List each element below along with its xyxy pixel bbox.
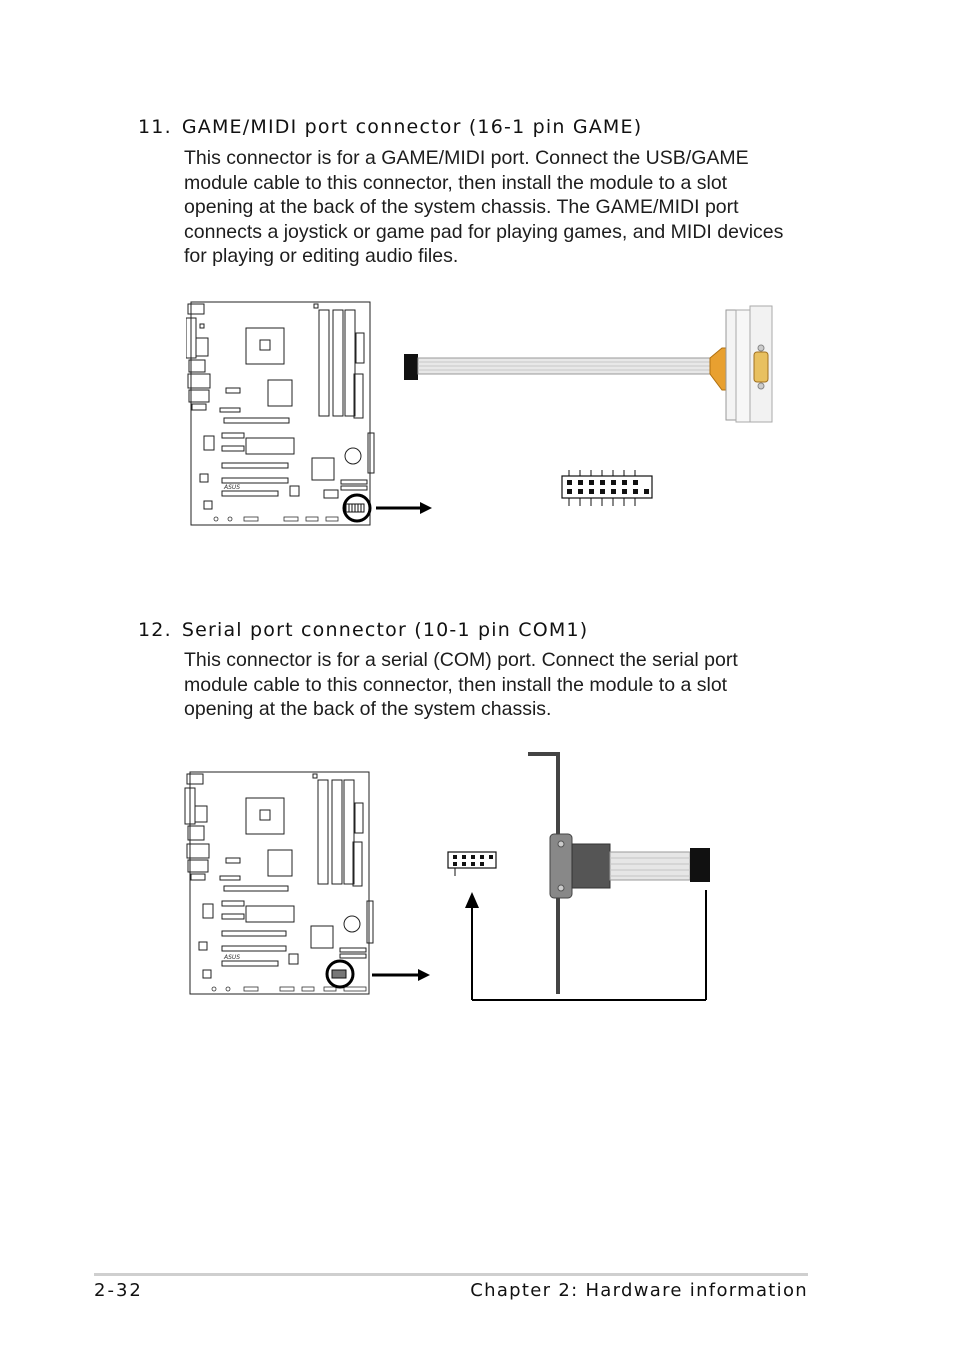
section-11-line: module cable to this connector, then install the module to a slot — [184, 171, 728, 194]
chapter-title: Chapter 2: Hardware information — [470, 1280, 808, 1301]
section-12-description — [184, 648, 804, 722]
section-11-line: for playing or editing audio files. — [184, 245, 459, 267]
section-11-line: This connector is for a GAME/MIDI port. Connect the USB/GAME — [184, 147, 749, 169]
pointer-arrow — [370, 498, 434, 518]
section-11-title: GAME/MIDI port connector (16-1 pin GAME) — [181, 116, 643, 138]
section-12-heading — [138, 619, 588, 641]
section-12-line: opening at the back of the system chassis. — [184, 698, 552, 720]
section-12-line: module cable to this connector, then install the module to a slot — [184, 673, 728, 696]
game-pin-header — [558, 470, 658, 512]
asus-logo: ASUS — [224, 484, 241, 491]
footer-rule — [94, 1273, 808, 1276]
motherboard-diagram-game — [186, 298, 376, 530]
asus-logo: ASUS — [224, 954, 241, 961]
pointer-arrow — [368, 965, 434, 985]
page-number: 2-32 — [94, 1280, 143, 1301]
game-cable-bracket — [400, 300, 790, 430]
section-11-heading — [138, 116, 642, 138]
section-11-description — [184, 146, 804, 269]
section-12-title: Serial port connector (10-1 pin COM1) — [181, 619, 589, 641]
section-11-number: 11. — [138, 116, 172, 138]
com-cable-bracket — [440, 748, 730, 1008]
section-11-line: opening at the back of the system chassis. The GAME/MIDI port — [184, 196, 739, 218]
section-12-line: This connector is for a serial (COM) port. Connect the serial port — [184, 649, 738, 671]
section-12-number: 12. — [138, 619, 172, 641]
section-11-line: connects a joystick or game pad for playing games, and MIDI devices — [184, 220, 784, 243]
motherboard-diagram-com — [184, 768, 374, 1000]
